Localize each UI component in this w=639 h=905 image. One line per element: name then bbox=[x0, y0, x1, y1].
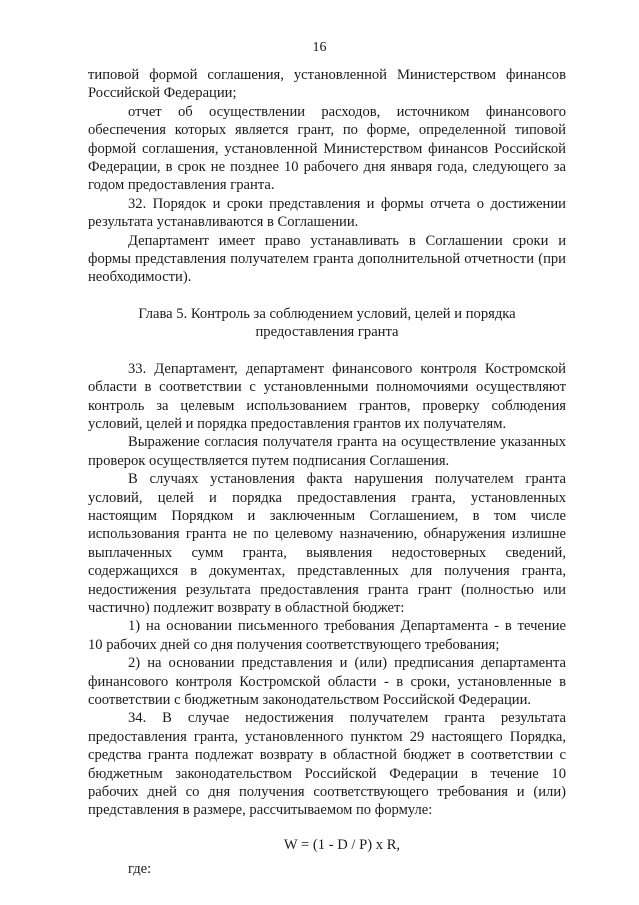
paragraph: отчет об осуществлении расходов, источником финансового обеспечения которых является грант, по форме, определенной типовой формой соглашения, установленной Министерством финансов Российской Федерации, в срок не позднее 10 рабочего дня января года, следующего за годом предоставления гранта. bbox=[88, 103, 566, 194]
paragraph: 2) на основании представления и (или) предписания департамента финансового контроля Костромской области - в сроки, установленные в соответствии с бюджетным законодательством Российской Федерации. bbox=[88, 655, 566, 708]
formula: W = (1 - D / P) x R, bbox=[283, 836, 401, 853]
paragraph: 32. Порядок и сроки представления и формы отчета о достижении результата устанавливаются в Соглашении. bbox=[88, 195, 566, 231]
paragraph: В случаях установления факта нарушения получателем гранта условий, целей и порядка предоставления гранта, установленных настоящим Порядком и заключенным Соглашением, в том числе использования гранта не по целевому назначению, обнаружения излишне выплаченных сумм гранта, выявления недостоверных сведений, содержащихся в документах, представленных для получения гранта, недостижения результата предоставления гранта грант (полностью или частично) подлежит возврату в областной бюджет: bbox=[88, 471, 566, 616]
paragraph: 34. В случае недостижения получателем гранта результата предоставления гранта, установленного пунктом 29 настоящего Порядка, средства гранта подлежат возврату в областной бюджет в соответствии с бюджетным законодательством Российской Федерации в течение 10 рабочих дней со дня получения соответствующего требования и (или) представления в размере, рассчитываемом по формуле: bbox=[88, 710, 566, 819]
chapter-heading-line1: Глава 5. Контроль за соблюдением условий, целей и порядка bbox=[138, 305, 516, 322]
page-number: 16 bbox=[312, 40, 327, 55]
paragraph: 33. Департамент, департамент финансового контроля Костромской области в соответствии с установленными полномочиями осуществляют контроль за целевым использованием грантов, проверку соблюдения условий, целей и порядка предоставления грантов их получателям. bbox=[88, 360, 566, 432]
document-body bbox=[88, 66, 566, 879]
paragraph: Выражение согласия получателя гранта на осуществление указанных проверок осуществляется путем подписания Соглашения. bbox=[88, 434, 566, 469]
paragraph: Департамент имеет право устанавливать в Соглашении сроки и формы представления получателем гранта дополнительной отчетности (при необходимости). bbox=[88, 232, 566, 286]
paragraph: типовой формой соглашения, установленной Министерством финансов Российской Федерации; bbox=[88, 67, 566, 102]
paragraph: 1) на основании письменного требования Департамента - в течение 10 рабочих дней со дня получения соответствующего требования; bbox=[88, 618, 566, 653]
chapter-heading-line2: предоставления гранта bbox=[255, 324, 399, 341]
where-label: где: bbox=[128, 861, 152, 878]
